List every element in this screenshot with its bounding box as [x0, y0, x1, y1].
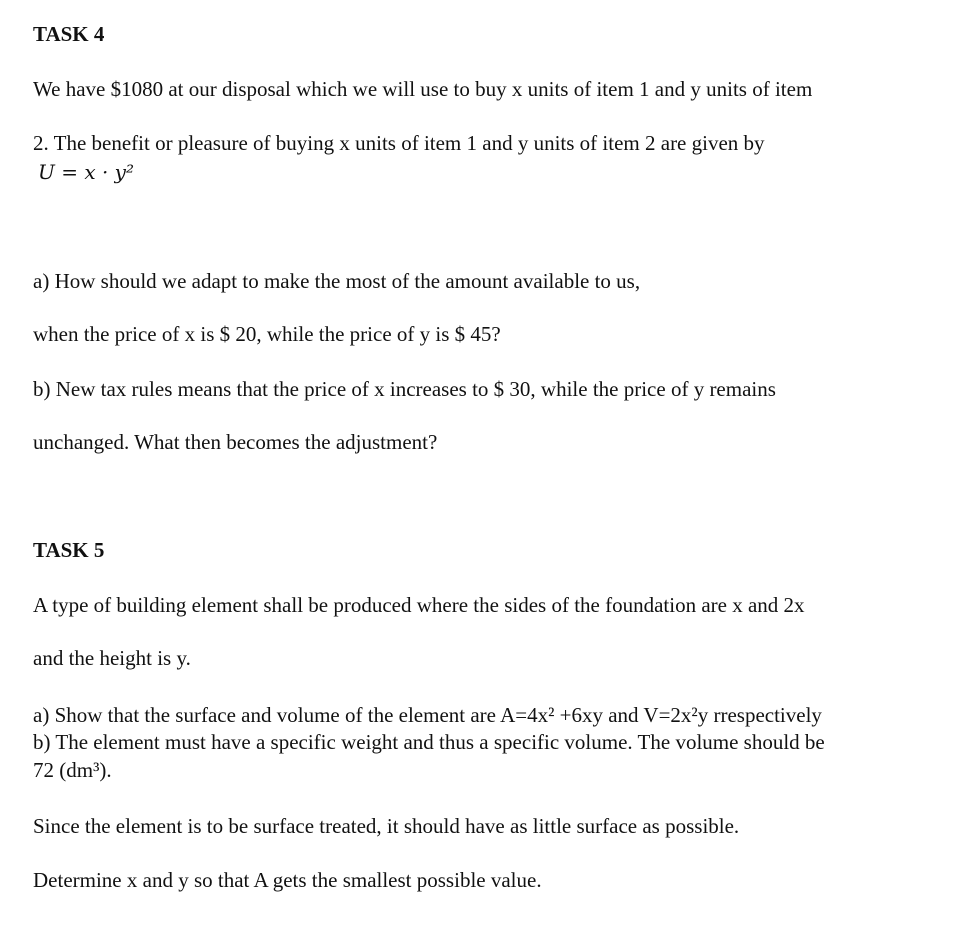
task4-question-b-line-2: unchanged. What then becomes the adjustment?: [33, 430, 438, 454]
task4-text: We have $1080 at our disposal which we will use to buy x units of item 1 and y units of item: [33, 77, 813, 101]
task5-determine-text: Determine x and y so that A gets the smallest possible value.: [33, 868, 542, 892]
task5-surface-treatment-text: Since the element is to be surface treated, it should have as little surface as possible.: [33, 814, 740, 838]
task5-question-b-line-1: b) The element must have a specific weight and thus a specific volume. The volume should be: [33, 730, 825, 754]
task4-paragraph-line-1: [33, 76, 812, 102]
task5-question-a: a) Show that the surface and volume of the element are A=4x² +6xy and V=2x²y rrespectively: [33, 703, 822, 727]
task4-heading: TASK 4: [33, 22, 105, 46]
task4-question-a-line-1: a) How should we adapt to make the most of the amount available to us,: [33, 269, 641, 293]
task5-paragraph-line-1: A type of building element shall be produced where the sides of the foundation are x and 2x: [33, 593, 805, 617]
utility-formula: U = x · y²: [38, 160, 134, 184]
task4-text: 2. The benefit or pleasure of buying x units of item 1 and y units of item 2 are given by: [33, 131, 765, 155]
task5-heading: TASK 5: [33, 538, 105, 562]
task5-paragraph-line-2: and the height is y.: [33, 646, 191, 670]
task5-question-b-line-2: 72 (dm³).: [33, 758, 112, 782]
task4-question-a-line-2: when the price of x is $ 20, while the price of y is $ 45?: [33, 322, 501, 346]
task4-question-b-line-1: b) New tax rules means that the price of x increases to $ 30, while the price of y remains: [33, 377, 776, 401]
task4-paragraph-line-2: [33, 130, 765, 156]
